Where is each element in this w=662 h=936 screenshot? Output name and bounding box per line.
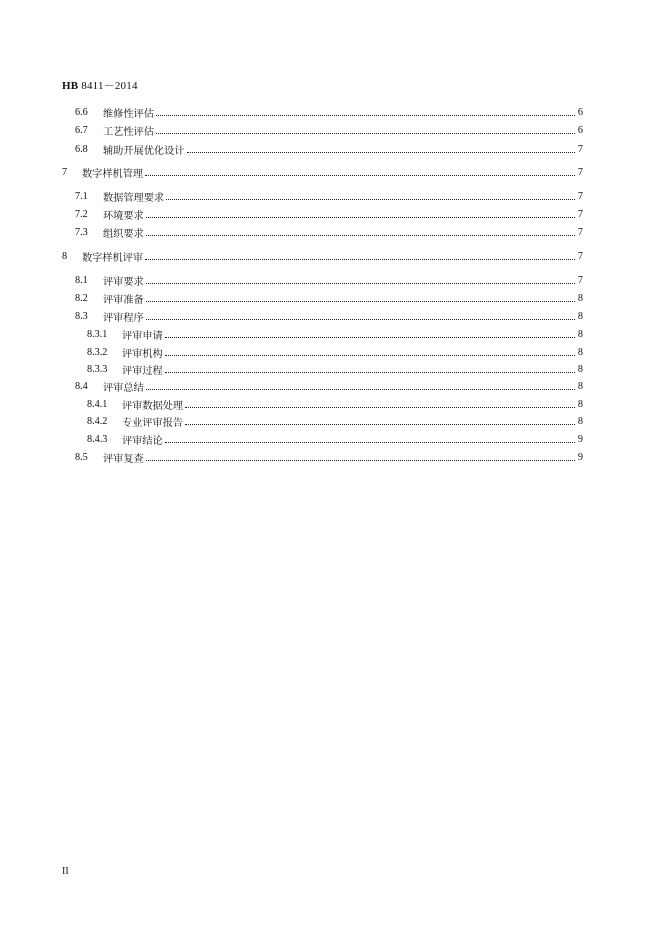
toc-entry[interactable] — [87, 326, 583, 342]
toc-entry-number: 8.4.2 — [87, 415, 108, 427]
toc-entry-title: 组织要求 — [103, 228, 144, 240]
toc-entry-page: 7 — [577, 166, 583, 178]
toc-leader-dots — [156, 122, 575, 134]
toc-entry[interactable] — [87, 344, 583, 360]
toc-entry[interactable] — [75, 224, 583, 240]
toc-leader-dots — [165, 344, 575, 356]
toc-leader-dots — [146, 308, 575, 320]
toc-entry-page: 8 — [577, 363, 583, 375]
toc-leader-dots — [185, 396, 575, 408]
page-number: II — [62, 866, 69, 877]
toc-leader-dots — [146, 224, 575, 236]
toc-entry-page: 6 — [577, 106, 583, 118]
toc-entry-title: 评审机构 — [122, 348, 163, 360]
toc-entry-title: 评审复查 — [103, 453, 144, 465]
toc-entry-page: 7 — [577, 274, 583, 286]
toc-entry-page: 8 — [577, 398, 583, 410]
toc-entry-title: 数字样机评审 — [82, 252, 144, 264]
toc-leader-dots — [146, 206, 575, 218]
toc-entry[interactable] — [62, 164, 583, 180]
toc-entry-page: 7 — [577, 190, 583, 202]
toc-entry-page: 7 — [577, 226, 583, 238]
toc-entry-page: 8 — [577, 292, 583, 304]
document-header — [62, 77, 138, 93]
toc-entry-title: 专业评审报告 — [122, 417, 184, 429]
toc-leader-dots — [187, 141, 576, 153]
toc-entry[interactable] — [87, 413, 583, 429]
toc-entry-page: 9 — [577, 433, 583, 445]
toc-entry-number: 8.4 — [75, 380, 88, 392]
toc-entry[interactable] — [62, 248, 583, 264]
toc-entry-title: 评审结论 — [122, 435, 163, 447]
toc-entry[interactable] — [87, 431, 583, 447]
toc-entry[interactable] — [75, 104, 583, 120]
toc-entry-title: 辅助开展优化设计 — [103, 145, 185, 157]
toc-entry-title: 数字样机管理 — [82, 168, 144, 180]
toc-entry-page: 6 — [577, 124, 583, 136]
toc-entry-title: 评审过程 — [122, 365, 163, 377]
toc-leader-dots — [165, 361, 575, 373]
toc-entry[interactable] — [87, 396, 583, 412]
toc-entry-number: 8.4.3 — [87, 433, 108, 445]
toc-leader-dots — [145, 164, 575, 176]
toc-entry-title: 评审程序 — [103, 312, 144, 324]
toc-entry[interactable] — [75, 272, 583, 288]
toc-entry[interactable] — [75, 449, 583, 465]
toc-entry-title: 评审要求 — [103, 276, 144, 288]
toc-entry[interactable] — [75, 378, 583, 394]
toc-entry-page: 8 — [577, 328, 583, 340]
toc-entry-number: 8 — [62, 250, 68, 262]
toc-entry-page: 7 — [577, 143, 583, 155]
toc-entry-number: 8.3.1 — [87, 328, 108, 340]
toc-entry[interactable] — [87, 361, 583, 377]
toc-entry-number: 8.5 — [75, 451, 88, 463]
toc-entry-page: 8 — [577, 346, 583, 358]
toc-entry-title: 数据管理要求 — [103, 192, 165, 204]
toc-entry[interactable] — [75, 122, 583, 138]
toc-entry[interactable] — [75, 290, 583, 306]
toc-leader-dots — [145, 248, 575, 260]
toc-entry-title: 评审申请 — [122, 330, 163, 342]
toc-entry-page: 8 — [577, 380, 583, 392]
toc-entry-number: 8.2 — [75, 292, 88, 304]
toc-entry-number: 7.3 — [75, 226, 88, 238]
toc-entry[interactable] — [75, 141, 583, 157]
toc-leader-dots — [146, 272, 575, 284]
standard-code: HB — [62, 80, 79, 92]
toc-entry[interactable] — [75, 308, 583, 324]
toc-entry-number: 6.8 — [75, 143, 88, 155]
toc-entry-number: 8.4.1 — [87, 398, 108, 410]
toc-entry-title: 评审准备 — [103, 294, 144, 306]
toc-leader-dots — [165, 431, 575, 443]
toc-entry[interactable] — [75, 188, 583, 204]
toc-entry-number: 7.1 — [75, 190, 88, 202]
standard-number: 8411－2014 — [81, 80, 138, 92]
toc-entry-page: 8 — [577, 310, 583, 322]
toc-entry-number: 8.3 — [75, 310, 88, 322]
toc-leader-dots — [146, 290, 575, 302]
toc-entry-number: 6.7 — [75, 124, 88, 136]
toc-leader-dots — [166, 188, 575, 200]
toc-entry-number: 8.1 — [75, 274, 88, 286]
toc-entry-number: 6.6 — [75, 106, 88, 118]
toc-leader-dots — [146, 449, 575, 461]
toc-leader-dots — [146, 378, 575, 390]
toc-entry-number: 8.3.3 — [87, 363, 108, 375]
toc-leader-dots — [165, 326, 575, 338]
toc-entry-title: 环境要求 — [103, 210, 144, 222]
toc-entry-page: 7 — [577, 250, 583, 262]
toc-entry[interactable] — [75, 206, 583, 222]
toc-entry-title: 评审数据处理 — [122, 400, 184, 412]
toc-entry-page: 9 — [577, 451, 583, 463]
toc-leader-dots — [156, 104, 575, 116]
toc-leader-dots — [185, 413, 575, 425]
toc-entry-title: 评审总结 — [103, 382, 144, 394]
toc-entry-number: 7.2 — [75, 208, 88, 220]
toc-entry-number: 7 — [62, 166, 68, 178]
toc-entry-page: 7 — [577, 208, 583, 220]
toc-entry-title: 工艺性评估 — [103, 126, 154, 138]
toc-entry-number: 8.3.2 — [87, 346, 108, 358]
toc-entry-page: 8 — [577, 415, 583, 427]
toc-entry-title: 维修性评估 — [103, 108, 154, 120]
